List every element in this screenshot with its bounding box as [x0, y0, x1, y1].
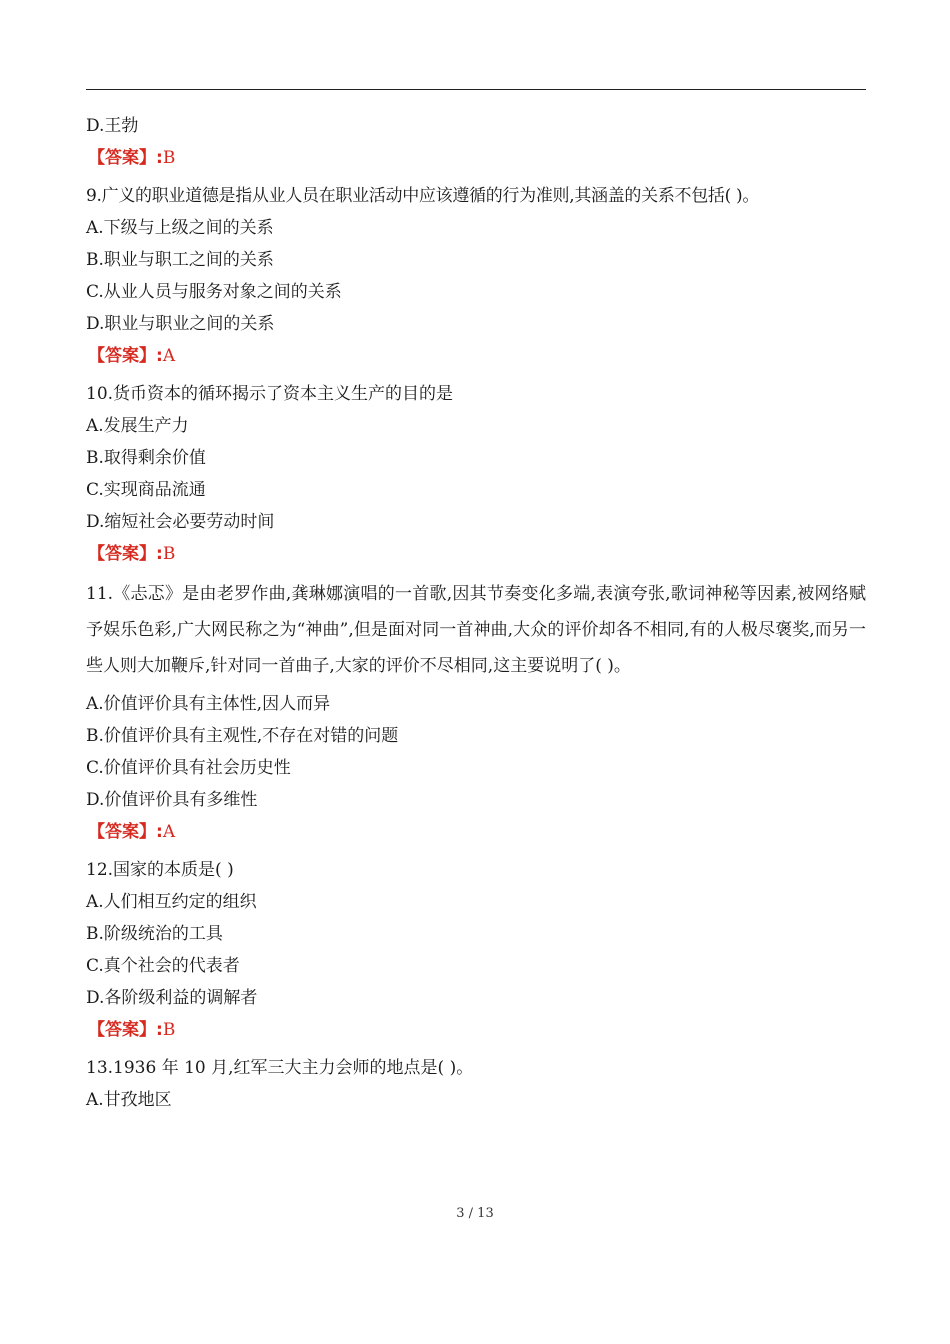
- question-10-answer: [86, 538, 866, 570]
- answer-label: 【答案】:: [88, 544, 163, 564]
- question-9-answer: [86, 340, 866, 372]
- header-rule: [86, 89, 866, 90]
- question-9-option-c: C.从业人员与服务对象之间的关系: [86, 282, 342, 302]
- question-9-option-a: A.下级与上级之间的关系: [86, 218, 274, 238]
- answer-label: 【答案】:: [88, 822, 163, 842]
- question-9-option-d: D.职业与职业之间的关系: [86, 314, 275, 334]
- question-12-option-a: A.人们相互约定的组织: [86, 892, 257, 912]
- answer-value: A: [162, 346, 176, 366]
- question-11-answer: [86, 816, 866, 848]
- question-9-stem: 9.广义的职业道德是指从业人员在职业活动中应该遵循的行为准则,其涵盖的关系不包括( )。: [86, 186, 760, 206]
- page-content: [86, 110, 866, 1116]
- answer-label: 【答案】:: [88, 1020, 163, 1040]
- question-9-option-b: B.职业与职工之间的关系: [86, 250, 274, 270]
- question-10-stem: 10.货币资本的循环揭示了资本主义生产的目的是: [86, 384, 454, 404]
- prev-option-d: D.王勃: [86, 116, 139, 136]
- question-11-option-c: C.价值评价具有社会历史性: [86, 758, 291, 778]
- question-11-option-b: B.价值评价具有主观性,不存在对错的问题: [86, 726, 399, 746]
- question-10-option-c: C.实现商品流通: [86, 480, 206, 500]
- question-11-option-d: D.价值评价具有多维性: [86, 790, 258, 810]
- question-10-option-d: D.缩短社会必要劳动时间: [86, 512, 275, 532]
- answer-value: B: [162, 1020, 176, 1040]
- question-13-option-a: A.甘孜地区: [86, 1090, 172, 1110]
- question-11-stem: 11.《忐忑》是由老罗作曲,龚琳娜演唱的一首歌,因其节奏变化多端,表演夸张,歌词神秘等因素,被网络赋予娱乐色彩,广大网民称之为“神曲”,但是面对同一首神曲,大众的评价却各不相同,有的人极尽褒奖,而另一些人则大加鞭斥,针对同一首曲子,大家的评价不尽相同,这主要说明了( )。: [86, 584, 866, 676]
- question-12-option-d: D.各阶级利益的调解者: [86, 988, 258, 1008]
- question-13-stem: 13.1936 年 10 月,红军三大主力会师的地点是( )。: [86, 1058, 474, 1078]
- question-12-stem: 12.国家的本质是( ): [86, 860, 234, 880]
- question-12-option-b: B.阶级统治的工具: [86, 924, 223, 944]
- answer-value: B: [162, 148, 176, 168]
- answer-value: A: [162, 822, 176, 842]
- question-11-option-a: A.价值评价具有主体性,因人而异: [86, 694, 331, 714]
- question-12-answer: [86, 1014, 866, 1046]
- prev-answer: [86, 142, 866, 174]
- question-12-option-c: C.真个社会的代表者: [86, 956, 240, 976]
- question-10-option-a: A.发展生产力: [86, 416, 189, 436]
- answer-label: 【答案】:: [88, 148, 163, 168]
- question-10-option-b: B.取得剩余价值: [86, 448, 206, 468]
- page-number: 3 / 13: [456, 1206, 494, 1221]
- answer-label: 【答案】:: [88, 346, 163, 366]
- answer-value: B: [162, 544, 176, 564]
